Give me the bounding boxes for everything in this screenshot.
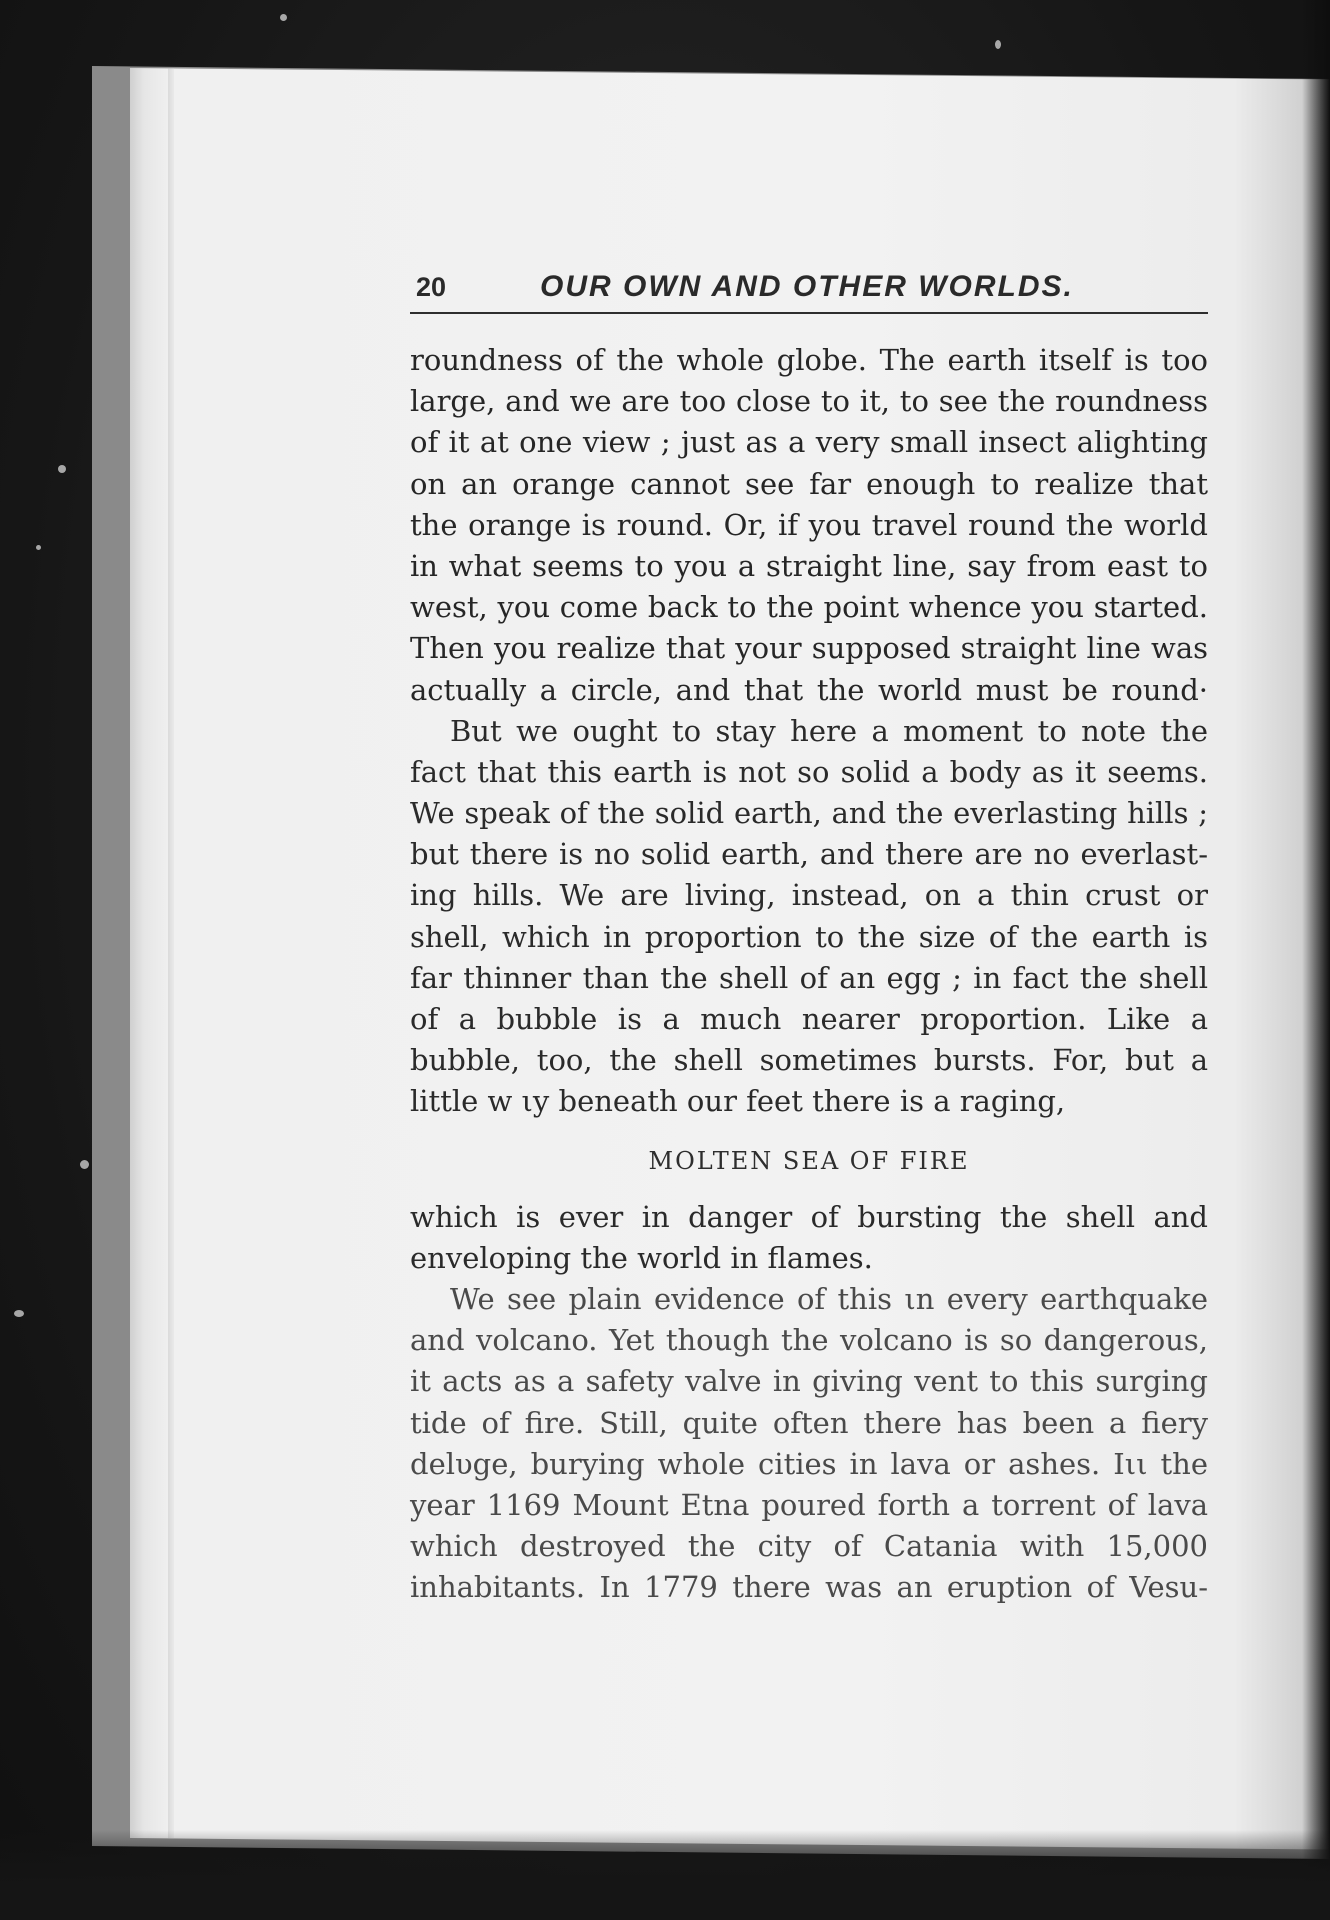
text-line: bubble, too, the shell sometimes bursts. For, but a: [410, 1043, 1208, 1078]
text-line: it acts as a safety valve in giving vent to this surging: [410, 1364, 1208, 1399]
text-line: little w ιy beneath our feet there is a raging,: [410, 1084, 1066, 1119]
text-line: which destroyed the city of Catania with 15,000: [410, 1529, 1208, 1564]
text-line: fact that this earth is not so solid a body as it seems.: [410, 754, 1208, 789]
text-line: which is ever in danger of bursting the shell and: [410, 1199, 1208, 1234]
running-title: OUR OWN AND OTHER WORLDS.: [540, 270, 1074, 303]
text-line: actually a circle, and that the world must be round·: [410, 672, 1208, 707]
text-line: of it at one view ; just as a very small insect alighting: [410, 425, 1208, 460]
text-line: inhabitants. In 1779 there was an eruption of Vesu-: [410, 1570, 1208, 1605]
text-line: We speak of the solid earth, and the everlasting hills ;: [410, 796, 1208, 831]
page-gutter: [168, 68, 174, 1838]
text-line: tide of fire. Still, quite often there has been a fiery: [410, 1405, 1208, 1440]
text-line: shell, which in proportion to the size of the earth is: [410, 919, 1208, 954]
text-line: far thinner than the shell of an egg ; in fact the shell: [410, 960, 1208, 995]
scan-bottom-shadow: [0, 1830, 1330, 1920]
text-line: roundness of the whole globe. The earth itself is too: [410, 343, 1208, 377]
page-content: [410, 262, 1208, 1608]
text-line: ing hills. We are living, instead, on a thin crust or: [410, 878, 1208, 913]
text-line: Then you realize that your supposed straight line was: [410, 631, 1208, 666]
text-line: large, and we are too close to it, to see the roundness: [410, 384, 1208, 419]
body-text: [410, 340, 1208, 1608]
text-line: enveloping the world in flames.: [410, 1240, 873, 1275]
text-line: but there is no solid earth, and there are no everlast-: [410, 837, 1208, 872]
text-line: west, you come back to the point whence you started.: [410, 590, 1208, 625]
text-line: in what seems to you a straight line, say from east to: [410, 548, 1208, 583]
section-subheading: MOLTEN SEA OF FIRE: [648, 1146, 970, 1175]
dust-speck: [58, 465, 66, 473]
text-line: the orange is round. Or, if you travel round the world: [410, 507, 1208, 542]
text-line: on an orange cannot see far enough to realize that: [410, 466, 1208, 501]
dust-speck: [36, 545, 41, 550]
text-line: year 1169 Mount Etna poured forth a torrent of lava: [410, 1487, 1208, 1522]
text-line: delυge, burying whole cities in lava or ashes. Iιι the: [410, 1446, 1208, 1481]
dust-speck: [80, 1160, 89, 1169]
running-head: [410, 262, 1208, 314]
text-line: and volcano. Yet though the volcano is so dangerous,: [410, 1323, 1208, 1358]
dust-speck: [14, 1310, 24, 1317]
scan-edge-shadow: [1302, 0, 1330, 1920]
paragraph-start-line: We see plain evidence of this ιn every earthquake: [450, 1281, 1208, 1316]
text-line: of a bubble is a much nearer proportion. Like a: [410, 1002, 1208, 1036]
dust-speck: [280, 14, 287, 21]
page-number: 20: [416, 272, 447, 302]
dust-speck: [995, 40, 1001, 49]
paragraph-start-line: But we ought to stay here a moment to note the: [450, 713, 1208, 748]
